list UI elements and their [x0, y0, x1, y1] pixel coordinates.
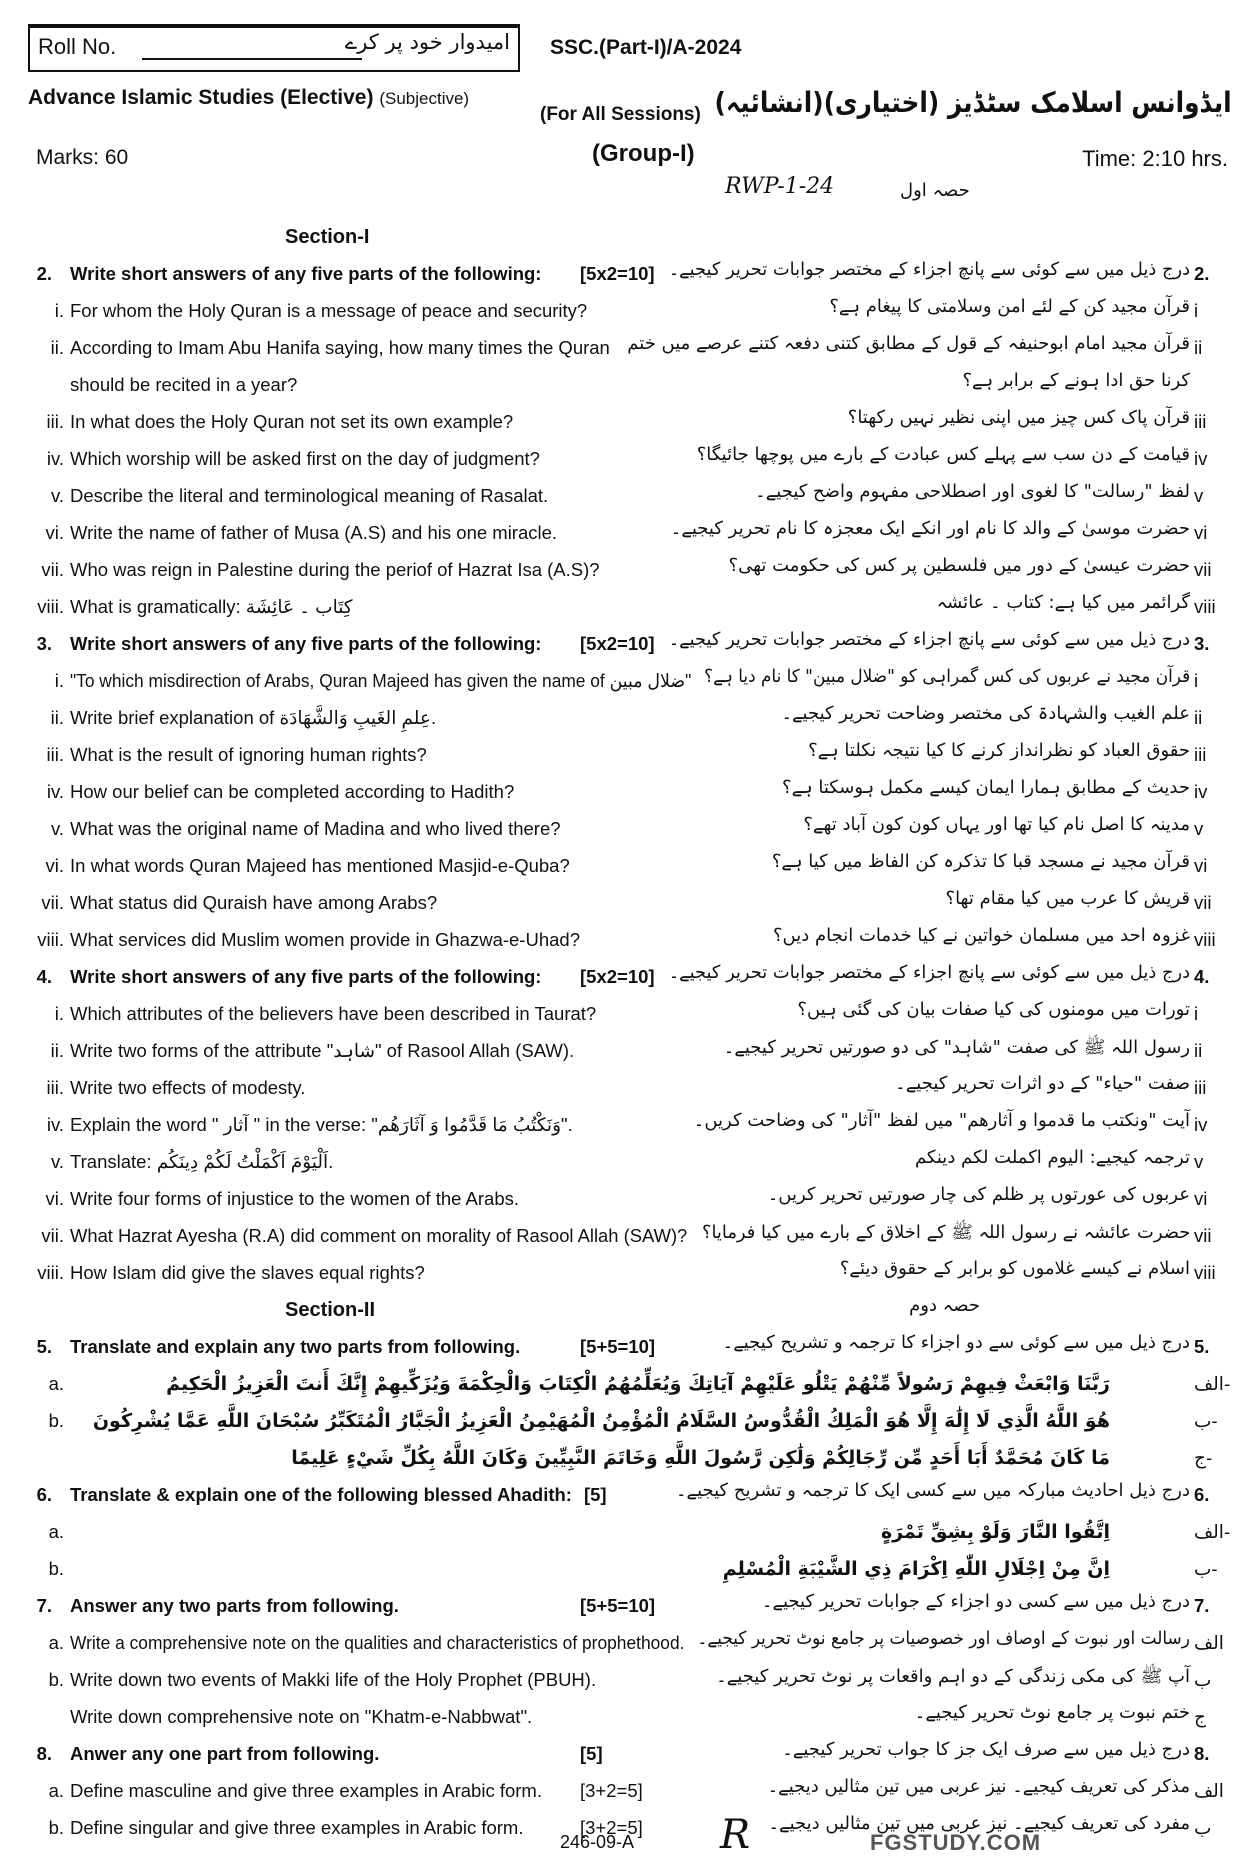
part-number: iv.	[46, 1114, 64, 1135]
question-part	[0, 995, 1250, 1032]
roll-number-box	[28, 24, 520, 72]
urdu-text: قرآن مجید امام ابوحنیفہ کے قول کے مطابق کتنی دفعہ کتنے عرصے میں ختم	[627, 333, 1190, 354]
question-part	[0, 884, 1250, 921]
marks-allotted: [3+2=5]	[580, 1817, 643, 1838]
question-text: Write short answers of any five parts of the following:	[70, 966, 542, 987]
question-text: Translate: اَلْيَوْمَ اَكْمَلْتُ لَكُمْ دِينَكُم.	[70, 1151, 334, 1172]
part-number: iv.	[46, 781, 64, 802]
urdu-number: vii	[1194, 892, 1212, 913]
handwritten-code: RWP-1-24	[725, 174, 835, 199]
question-part	[0, 1550, 1250, 1587]
question-text: In what does the Holy Quran not set its own example?	[70, 411, 514, 432]
urdu-number: v	[1194, 1151, 1204, 1172]
questions	[0, 218, 1250, 1846]
part-number: 7.	[36, 1595, 52, 1616]
urdu-text: صفت "حیاء" کے دو اثرات تحریر کیجیے۔	[895, 1073, 1190, 1094]
urdu-number: ii	[1194, 707, 1203, 728]
part-number: viii.	[37, 929, 64, 950]
urdu-text: اسلام نے کیسے غلاموں کو برابر کے حقوق دیئے؟	[839, 1258, 1190, 1279]
question-part	[0, 403, 1250, 440]
part-number: iii.	[46, 744, 64, 765]
part-number: vi.	[45, 1188, 64, 1209]
part-number: v.	[50, 485, 64, 506]
section-title-urdu: حصہ دوم	[909, 1295, 980, 1316]
urdu-number: 5.	[1194, 1336, 1210, 1357]
urdu-text: آیت "ونکتب ما قدموا و آثارھم" میں لفظ "آثار" کی وضاحت کریں۔	[693, 1110, 1190, 1131]
urdu-text: حضرت عائشہ نے رسول اللہ ﷺ کے اخلاق کے بارے میں کیا فرمایا؟	[701, 1222, 1190, 1243]
part-number: a.	[48, 1373, 64, 1394]
urdu-text: قرآن مجید نے مسجد قبا کا تذکرہ کن الفاظ میں کیا ہے؟	[771, 851, 1190, 872]
part-number: viii.	[37, 1262, 64, 1283]
urdu-number: viii	[1194, 1262, 1216, 1283]
urdu-number: الف-	[1194, 1373, 1231, 1394]
question-text: Translate & explain one of the following blessed Ahadith:	[70, 1484, 572, 1505]
part-number: iii.	[46, 1077, 64, 1098]
urdu-number: ب-	[1194, 1558, 1218, 1579]
question-text: What status did Quraish have among Arabs?	[70, 892, 438, 913]
urdu-number: الف-	[1194, 1521, 1231, 1542]
urdu-number: ب-	[1194, 1410, 1218, 1431]
subject-title	[28, 86, 469, 110]
question-part	[0, 847, 1250, 884]
urdu-text: علم الغیب والشہادۃ کی مختصر وضاحت تحریر کیجیے۔	[781, 703, 1190, 724]
urdu-text: مدینہ کا اصل نام کیا تھا اور یہاں کون کون آباد تھے؟	[803, 814, 1190, 835]
question-part	[0, 1365, 1250, 1402]
question-part	[0, 1106, 1250, 1143]
part-number: 5.	[36, 1336, 52, 1357]
marks-allotted: [5x2=10]	[580, 966, 655, 987]
question-text: Who was reign in Palestine during the periof of Hazrat Isa (A.S)?	[70, 559, 600, 580]
part-number: 2.	[36, 263, 52, 284]
urdu-text: ترجمہ کیجیے: الیوم اکملت لکم دینکم	[914, 1147, 1190, 1168]
roll-urdu-note: امیدوار خود پر کرے	[344, 30, 510, 54]
question-part	[0, 1032, 1250, 1069]
question-text: Explain the word " آثار " in the verse: "وَنَكْتُبُ مَا قَدَّمُوا وَ آثَارَهُم".	[70, 1114, 573, 1135]
question-part	[0, 514, 1250, 551]
urdu-text: مذکر کی تعریف کیجیے۔ نیز عربی میں تین مثالیں دیجیے۔	[767, 1776, 1190, 1797]
urdu-number: vi	[1194, 522, 1208, 543]
question-part	[0, 292, 1250, 329]
sessions-label: (For All Sessions)	[540, 104, 701, 125]
question-part	[0, 551, 1250, 588]
question-heading	[0, 958, 1250, 995]
question-text: Anwer any one part from following.	[70, 1743, 380, 1764]
section-title: Section-I	[285, 226, 370, 248]
question-heading	[0, 625, 1250, 662]
urdu-number: ج-	[1194, 1447, 1213, 1468]
question-part	[0, 1143, 1250, 1180]
question-text: "To which misdirection of Arabs, Quran Majeed has given the name of ضلال مبین"	[70, 670, 692, 691]
question-text: What services did Muslim women provide in Ghazwa-e-Uhad?	[70, 929, 580, 950]
urdu-text: عربوں کی عورتوں پر ظلم کی چار صورتیں تحریر کریں۔	[767, 1184, 1190, 1205]
part-number: ii.	[50, 337, 64, 358]
subject-name: Advance Islamic Studies (Elective)	[28, 86, 374, 109]
part-number: v.	[50, 818, 64, 839]
question-part	[0, 810, 1250, 847]
urdu-number: i	[1194, 1003, 1199, 1024]
urdu-text: قرآن پاک کس چیز میں اپنی نظیر نہیں رکھتا؟	[847, 407, 1190, 428]
urdu-text: درج ذیل میں سے کوئی سے دو اجزاء کا ترجمہ و تشریح کیجیے۔	[722, 1332, 1190, 1353]
urdu-text: درج ذیل میں سے کوئی سے پانچ اجزاء کے مختصر جوابات تحریر کیجیے۔	[668, 962, 1190, 983]
urdu-number: iv	[1194, 448, 1208, 469]
question-part	[0, 1772, 1250, 1809]
question-text: should be recited in a year?	[70, 374, 298, 395]
marks-allotted: [5+5=10]	[580, 1595, 656, 1616]
urdu-number: ج	[1194, 1706, 1206, 1727]
roll-number-line	[142, 58, 362, 60]
part-number: v.	[50, 1151, 64, 1172]
marks-allotted: [5]	[583, 1484, 607, 1505]
urdu-text: مفرد کی تعریف کیجیے۔ نیز عربی میں تین مثالیں دیجیے۔	[768, 1813, 1190, 1834]
roll-label: Roll No.	[38, 34, 117, 59]
part-number: i.	[54, 300, 64, 321]
part-number: ii.	[50, 1040, 64, 1061]
marks-allotted: [5]	[580, 1743, 603, 1764]
question-text: Which worship will be asked first on the day of judgment?	[70, 448, 540, 469]
urdu-text: قیامت کے دن سب سے پہلے کس عبادت کے بارے میں پوچھا جائیگا؟	[696, 444, 1190, 465]
part-number: b.	[48, 1817, 64, 1838]
urdu-number: viii	[1194, 596, 1216, 617]
section-heading	[0, 218, 1250, 255]
part-number: vi.	[45, 522, 64, 543]
footer-code: 246-09-A	[560, 1832, 635, 1852]
handwritten-initial: R	[720, 1812, 751, 1858]
urdu-number: 4.	[1194, 966, 1210, 987]
question-part	[0, 440, 1250, 477]
urdu-text: قرآن مجید نے عربوں کی کس گمراہی کو "ضلال مبین" کا نام دیا ہے؟	[703, 666, 1190, 687]
question-part	[0, 1217, 1250, 1254]
urdu-number: vii	[1194, 559, 1212, 580]
question-text: Translate and explain any two parts from following.	[70, 1336, 521, 1357]
part-number: i.	[54, 670, 64, 691]
part-number: vii.	[41, 559, 64, 580]
marks: Marks: 60	[36, 146, 129, 169]
marks-allotted: [5x2=10]	[580, 633, 655, 654]
question-part	[0, 1439, 1250, 1476]
question-text: In what words Quran Majeed has mentioned Masjid-e-Quba?	[70, 855, 570, 876]
urdu-number: iii	[1194, 744, 1207, 765]
urdu-text: درج ذیل احادیث مبارکہ میں سے کسی ایک کا ترجمہ و تشریح کیجیے۔	[675, 1480, 1190, 1501]
urdu-number: iii	[1194, 411, 1207, 432]
urdu-number: 8.	[1194, 1743, 1210, 1764]
question-text: مَا كَانَ مُحَمَّدٌ أَبَا أَحَدٍ مِّن رِّجَالِكُمْ وَلَٰكِن رَّسُولَ اللَّهِ وَخَاتَمَ النَّبِيِّينَ وَكَانَ اللَّهُ بِكُلِّ شَيْءٍ عَلِيمًا	[291, 1447, 1110, 1469]
question-part	[0, 662, 1250, 699]
part-number: 3.	[36, 633, 52, 654]
part-number: a.	[48, 1780, 64, 1801]
part-number: vii.	[41, 892, 64, 913]
urdu-text: آپ ﷺ کی مکی زندگی کے دو اہم واقعات پر نوٹ تحریر کیجیے۔	[716, 1666, 1190, 1687]
urdu-number: iv	[1194, 1114, 1208, 1135]
urdu-number: i	[1194, 300, 1199, 321]
urdu-number: 7.	[1194, 1595, 1210, 1616]
question-heading	[0, 1476, 1250, 1513]
urdu-number: 3.	[1194, 633, 1210, 654]
question-text: رَبَّنَا وَابْعَثْ فِيهِمْ رَسُولاً مِّنْهُمْ يَتْلُو عَلَيْهِمْ آيَاتِكَ وَيُعَلِّمُهُمُ الْكِتَابَ وَالْحِكْمَةَ وَيُزَكِّيهِمْ إِنَّكَ أَنتَ الْعَزِيزُ الْحَكِيمُ	[166, 1373, 1110, 1395]
question-part	[0, 329, 1250, 366]
question-text: What is the result of ignoring human rights?	[70, 744, 427, 765]
urdu-text: قرآن مجید کن کے لئے امن وسلامتی کا پیغام ہے؟	[829, 296, 1190, 317]
subject-title-urdu: ایڈوانس اسلامک سٹڈیز (اختیاری)(انشائیہ)	[714, 86, 1232, 119]
part-number: a.	[48, 1521, 64, 1542]
question-text: Write brief explanation of عِلمِ الغَيبِ وَالشَّهَادَة.	[70, 707, 437, 728]
urdu-number: 6.	[1194, 1484, 1210, 1505]
question-heading	[0, 1587, 1250, 1624]
question-text: Write short answers of any five parts of the following:	[70, 263, 542, 284]
part-number: b.	[48, 1558, 64, 1579]
urdu-number: iv	[1194, 781, 1208, 802]
urdu-number: الف	[1194, 1632, 1224, 1653]
part-number: vi.	[45, 855, 64, 876]
question-part	[0, 1698, 1250, 1735]
question-text: Write the name of father of Musa (A.S) and his one miracle.	[70, 522, 558, 543]
question-heading	[0, 255, 1250, 292]
urdu-number: i	[1194, 670, 1199, 691]
urdu-text: درج ذیل میں سے کوئی سے پانچ اجزاء کے مختصر جوابات تحریر کیجیے۔	[668, 629, 1190, 650]
question-part	[0, 1069, 1250, 1106]
question-text: Define singular and give three examples in Arabic form.	[70, 1817, 524, 1838]
urdu-text: قریش کا عرب میں کیا مقام تھا؟	[945, 888, 1190, 909]
subjective-label: (Subjective)	[379, 89, 470, 108]
question-text: Which attributes of the believers have been described in Taurat?	[70, 1003, 597, 1024]
urdu-text: لفظ "رسالت" کا لغوی اور اصطلاحی مفہوم واضح کیجیے۔	[755, 481, 1190, 502]
part-number: 4.	[36, 966, 52, 987]
urdu-text: حضرت عیسیٰ کے دور میں فلسطین پر کس کی حکومت تھی؟	[728, 555, 1190, 576]
question-part	[0, 773, 1250, 810]
urdu-number: ii	[1194, 1040, 1203, 1061]
question-text: هُوَ اللَّهُ الَّذِي لَا إِلَٰهَ إِلَّا هُوَ الْمَلِكُ الْقُدُّوسُ السَّلَامُ الْمُؤْمِنُ الْمُهَيْمِنُ الْعَزِيزُ الْجَبَّارُ الْمُتَكَبِّرُ سُبْحَانَ اللَّهِ عَمَّا يُشْرِكُونَ	[92, 1410, 1110, 1432]
part-number: 8.	[36, 1743, 52, 1764]
marks-allotted: [5+5=10]	[580, 1336, 656, 1357]
part-number: 6.	[36, 1484, 52, 1505]
part-number: b.	[48, 1669, 64, 1690]
question-part	[0, 588, 1250, 625]
question-part	[0, 477, 1250, 514]
question-text: What was the original name of Madina and who lived there?	[70, 818, 561, 839]
question-text: For whom the Holy Quran is a message of peace and security?	[70, 300, 588, 321]
question-text: Write short answers of any five parts of the following:	[70, 633, 542, 654]
question-text: What Hazrat Ayesha (R.A) did comment on morality of Rasool Allah (SAW)?	[70, 1225, 688, 1246]
question-part	[0, 699, 1250, 736]
urdu-text: گرائمر میں کیا ہے: کتاب ۔ عائشہ	[936, 592, 1190, 613]
question-heading	[0, 1735, 1250, 1772]
urdu-text: درج ذیل میں سے صرف ایک جز کا جواب تحریر کیجیے۔	[782, 1739, 1190, 1760]
question-text: اِتَّقُوا النَّارَ وَلَوْ بِشِقِّ تَمْرَةٍ	[880, 1521, 1110, 1543]
marks-allotted: [3+2=5]	[580, 1780, 643, 1801]
question-text: Describe the literal and terminological meaning of Rasalat.	[70, 485, 549, 506]
question-part	[0, 366, 1250, 403]
urdu-text: تورات میں مومنوں کی کیا صفات بیان کی گئی ہیں؟	[797, 999, 1190, 1020]
urdu-text: درج ذیل میں سے کسی دو اجزاء کے جوابات تحریر کیجیے۔	[761, 1591, 1190, 1612]
question-text: اِنَّ مِنْ اِجْلَالِ اللّٰهِ اِكْرَامَ ذِي الشَّيْبَةِ الْمُسْلِمِ	[722, 1558, 1110, 1580]
urdu-text: کرنا حق ادا ہونے کے برابر ہے؟	[962, 370, 1190, 391]
watermark: FGSTUDY.COM	[870, 1830, 1042, 1855]
urdu-number: iii	[1194, 1077, 1207, 1098]
section1-urdu: حصہ اول	[900, 180, 970, 201]
part-number: a.	[48, 1632, 64, 1653]
urdu-text: حقوق العباد کو نظرانداز کرنے کا کیا نتیجہ نکلتا ہے؟	[808, 740, 1190, 761]
urdu-number: ب	[1194, 1817, 1212, 1838]
part-number: i.	[54, 1003, 64, 1024]
question-text: How our belief can be completed according to Hadith?	[70, 781, 515, 802]
marks-allotted: [5x2=10]	[580, 263, 655, 284]
question-text: Write two forms of the attribute "شاہد" of Rasool Allah (SAW).	[70, 1040, 575, 1061]
question-part	[0, 736, 1250, 773]
section-heading	[0, 1291, 1250, 1328]
question-text: Write a comprehensive note on the qualities and characteristics of prophethood.	[70, 1632, 685, 1653]
urdu-text: حدیث کے مطابق ہمارا ایمان کیسے مکمل ہوسکتا ہے؟	[782, 777, 1190, 798]
question-text: Write four forms of injustice to the women of the Arabs.	[70, 1188, 519, 1209]
question-text: Answer any two parts from following.	[70, 1595, 399, 1616]
question-part	[0, 921, 1250, 958]
urdu-number: vii	[1194, 1225, 1212, 1246]
part-number: iv.	[46, 448, 64, 469]
question-part	[0, 1180, 1250, 1217]
urdu-number: v	[1194, 485, 1204, 506]
urdu-number: vi	[1194, 855, 1208, 876]
question-text: Write down two events of Makki life of the Holy Prophet (PBUH).	[70, 1669, 597, 1690]
question-text: How Islam did give the slaves equal rights?	[70, 1262, 425, 1283]
group-label: (Group-I)	[592, 140, 695, 167]
urdu-text: درج ذیل میں سے کوئی سے پانچ اجزاء کے مختصر جوابات تحریر کیجیے۔	[668, 259, 1190, 280]
question-text: What is gramatically: كِتَاب ۔ عَائِشَة	[70, 596, 353, 617]
part-number: b.	[48, 1410, 64, 1431]
question-heading	[0, 1328, 1250, 1365]
urdu-text: رسول اللہ ﷺ کی صفت "شاہد" کی دو صورتیں تحریر کیجیے۔	[723, 1037, 1190, 1058]
question-text: Define masculine and give three examples in Arabic form.	[70, 1780, 542, 1801]
part-number: ii.	[50, 707, 64, 728]
urdu-number: viii	[1194, 929, 1216, 950]
urdu-number: ii	[1194, 337, 1203, 358]
section-title: Section-II	[285, 1299, 376, 1321]
urdu-number: 2.	[1194, 263, 1210, 284]
urdu-text: رسالت اور نبوت کے اوصاف اور خصوصیات پر جامع نوٹ تحریر کیجیے۔	[697, 1628, 1190, 1649]
urdu-number: ب	[1194, 1669, 1212, 1690]
urdu-number: الف	[1194, 1780, 1224, 1801]
part-number: iii.	[46, 411, 64, 432]
part-number: viii.	[37, 596, 64, 617]
urdu-number: vi	[1194, 1188, 1208, 1209]
urdu-text: ختم نبوت پر جامع نوٹ تحریر کیجیے۔	[914, 1702, 1190, 1723]
question-text: Write down comprehensive note on "Khatm-e-Nabbwat".	[70, 1706, 533, 1727]
part-number: vii.	[41, 1225, 64, 1246]
question-part	[0, 1661, 1250, 1698]
question-part	[0, 1513, 1250, 1550]
urdu-text: حضرت موسیٰ کے والد کا نام اور انکے ایک معجزہ کا نام تحریر کیجیے۔	[670, 518, 1190, 539]
urdu-text: غزوہ احد میں مسلمان خواتین نے کیا خدمات انجام دیں؟	[773, 925, 1190, 946]
question-text: According to Imam Abu Hanifa saying, how many times the Quran	[70, 337, 610, 358]
question-part	[0, 1402, 1250, 1439]
question-part	[0, 1254, 1250, 1291]
paper-code: SSC.(Part-I)/A-2024	[550, 36, 742, 59]
question-part	[0, 1624, 1250, 1661]
time-allowed: Time: 2:10 hrs.	[1082, 146, 1228, 171]
question-text: Write two effects of modesty.	[70, 1077, 306, 1098]
urdu-number: v	[1194, 818, 1204, 839]
